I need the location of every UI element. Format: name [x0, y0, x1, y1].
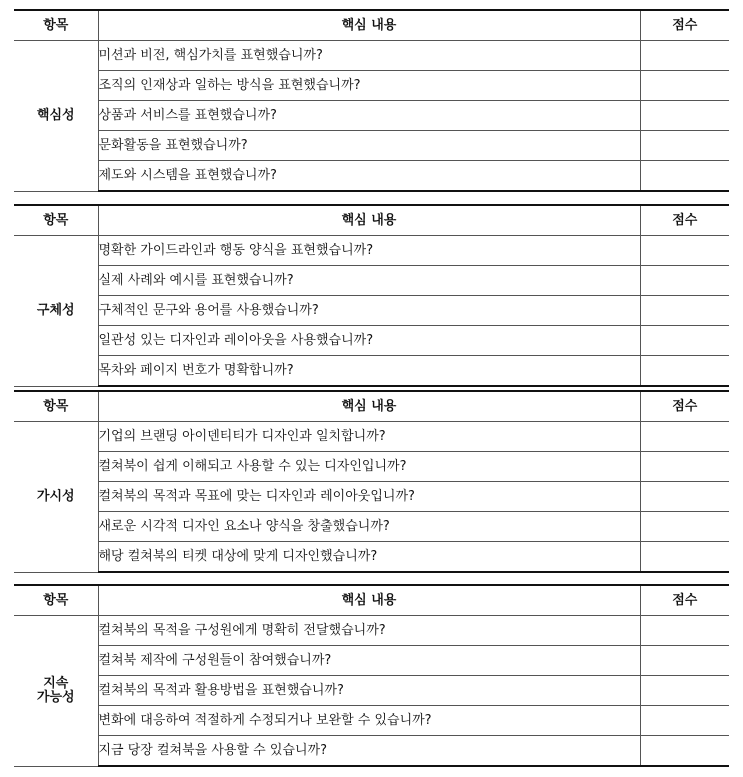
score-cell[interactable] [640, 676, 729, 706]
header-content: 핵심 내용 [98, 391, 640, 422]
question-cell: 지금 당장 컬쳐북을 사용할 수 있습니까? [98, 736, 640, 767]
table-row [14, 296, 729, 326]
header-content: 핵심 내용 [98, 585, 640, 616]
question-cell: 조직의 인재상과 일하는 방식을 표현했습니까? [98, 71, 640, 101]
header-row [14, 205, 729, 236]
header-score: 점수 [640, 391, 729, 422]
question-cell: 해당 컬쳐북의 티켓 대상에 맞게 디자인했습니까? [98, 542, 640, 573]
score-cell[interactable] [640, 542, 729, 573]
question-cell: 명확한 가이드라인과 행동 양식을 표현했습니까? [98, 236, 640, 266]
score-cell[interactable] [640, 101, 729, 131]
question-cell: 일관성 있는 디자인과 레이아웃을 사용했습니까? [98, 326, 640, 356]
table-row [14, 356, 729, 387]
table-row [14, 482, 729, 512]
score-cell[interactable] [640, 296, 729, 326]
question-cell: 제도와 시스템을 표현했습니까? [98, 161, 640, 192]
score-cell[interactable] [640, 452, 729, 482]
table-row [14, 646, 729, 676]
header-score: 점수 [640, 585, 729, 616]
question-cell: 컬쳐북이 쉽게 이해되고 사용할 수 있는 디자인입니까? [98, 452, 640, 482]
table-row [14, 452, 729, 482]
question-cell: 컬쳐북 제작에 구성원들이 참여했습니까? [98, 646, 640, 676]
question-cell: 변화에 대응하여 적절하게 수정되거나 보완할 수 있습니까? [98, 706, 640, 736]
score-cell[interactable] [640, 236, 729, 266]
question-cell: 목차와 페이지 번호가 명확합니까? [98, 356, 640, 387]
category-cell: 핵심성 [14, 41, 98, 192]
section-table-visibility [14, 390, 729, 573]
score-cell[interactable] [640, 71, 729, 101]
table-row [14, 326, 729, 356]
question-cell: 미션과 비전, 핵심가치를 표현했습니까? [98, 41, 640, 71]
header-content: 핵심 내용 [98, 10, 640, 41]
section-table-concreteness [14, 204, 729, 387]
question-cell: 문화활동을 표현했습니까? [98, 131, 640, 161]
header-category: 항목 [14, 585, 98, 616]
header-category: 항목 [14, 391, 98, 422]
question-cell: 새로운 시각적 디자인 요소나 양식을 창출했습니까? [98, 512, 640, 542]
question-cell: 컬쳐북의 목적과 목표에 맞는 디자인과 레이아웃입니까? [98, 482, 640, 512]
category-cell: 구체성 [14, 236, 98, 387]
score-cell[interactable] [640, 326, 729, 356]
table-row [14, 422, 729, 452]
table-row [14, 676, 729, 706]
question-cell: 상품과 서비스를 표현했습니까? [98, 101, 640, 131]
table-row [14, 542, 729, 573]
question-cell: 컬쳐북의 목적과 활용방법을 표현했습니까? [98, 676, 640, 706]
score-cell[interactable] [640, 422, 729, 452]
score-cell[interactable] [640, 131, 729, 161]
header-row [14, 585, 729, 616]
header-row [14, 10, 729, 41]
score-cell[interactable] [640, 736, 729, 767]
question-cell: 기업의 브랜딩 아이덴티티가 디자인과 일치합니까? [98, 422, 640, 452]
header-score: 점수 [640, 10, 729, 41]
score-cell[interactable] [640, 41, 729, 71]
score-cell[interactable] [640, 482, 729, 512]
header-row [14, 391, 729, 422]
score-cell[interactable] [640, 512, 729, 542]
section-table-core [14, 9, 729, 192]
table-row [14, 101, 729, 131]
score-cell[interactable] [640, 616, 729, 646]
question-cell: 컬쳐북의 목적을 구성원에게 명확히 전달했습니까? [98, 616, 640, 646]
table-row [14, 736, 729, 767]
category-cell: 지속 가능성 [14, 616, 98, 767]
header-content: 핵심 내용 [98, 205, 640, 236]
table-row [14, 161, 729, 192]
section-table-sustainability [14, 584, 729, 767]
question-cell: 구체적인 문구와 용어를 사용했습니까? [98, 296, 640, 326]
table-row [14, 706, 729, 736]
table-row [14, 71, 729, 101]
table-row [14, 616, 729, 646]
score-cell[interactable] [640, 646, 729, 676]
header-category: 항목 [14, 205, 98, 236]
header-score: 점수 [640, 205, 729, 236]
category-cell: 가시성 [14, 422, 98, 573]
score-cell[interactable] [640, 266, 729, 296]
table-row [14, 512, 729, 542]
table-row [14, 41, 729, 71]
table-row [14, 236, 729, 266]
header-category: 항목 [14, 10, 98, 41]
question-cell: 실제 사례와 예시를 표현했습니까? [98, 266, 640, 296]
score-cell[interactable] [640, 161, 729, 192]
table-row [14, 266, 729, 296]
score-cell[interactable] [640, 356, 729, 387]
score-cell[interactable] [640, 706, 729, 736]
table-row [14, 131, 729, 161]
